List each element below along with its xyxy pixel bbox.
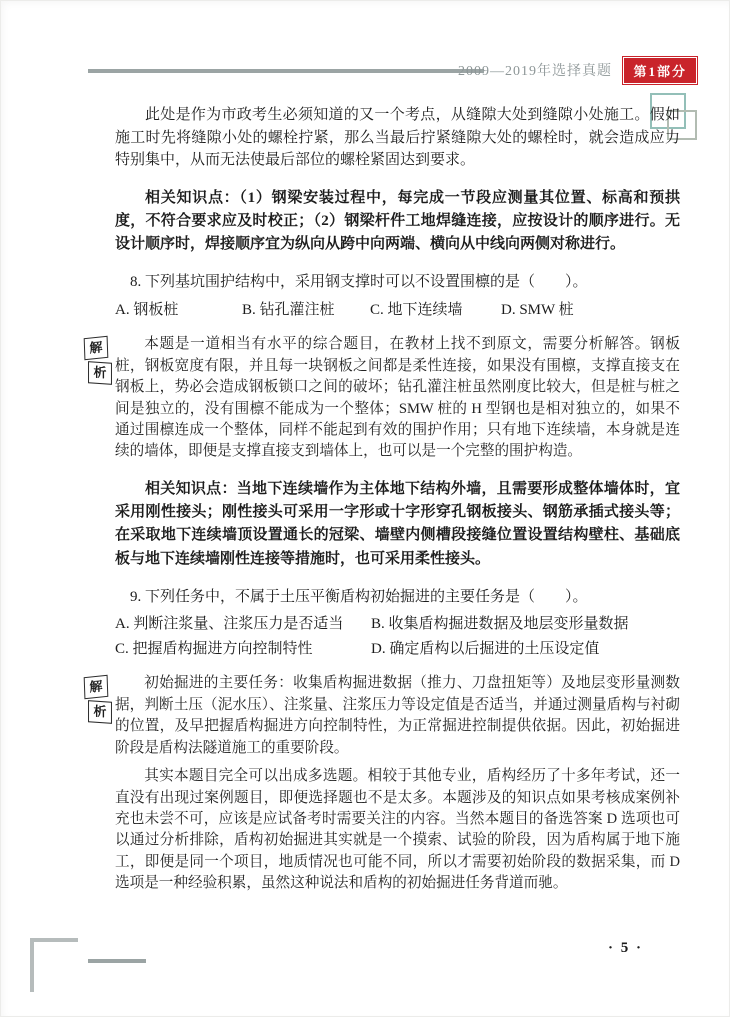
analysis-text-q9-p2: 其实本题目完全可以出成多选题。相较于其他专业，盾构经历了十多年考试，还一直没有出现过案例题目，即便选择题也不是太多。本题涉及的知识点如果考核成案例补充也未尝不可，应该是应试备考时需要关注的内容。当然本题目的备选答案 D 选项也可以通过分析排除，盾构初始掘进其实就是一个摸索、试验的阶段，因为盾构属于地下施工，即便是同一个项目，地质情况也可能不同，所以才需要初始阶段的数据采集，而 D 选项是一种经验积累，虽然这种说法和盾构的初始掘进任务背道而驰。 bbox=[115, 768, 680, 892]
analysis-marker bbox=[84, 337, 112, 384]
option-b: B. 收集盾构掘进数据及地层变形量数据 bbox=[371, 616, 629, 633]
analysis-marker-jie: 解 bbox=[84, 336, 109, 361]
question-8-stem: 8. 下列基坑围护结构中，采用钢支撑时可以不设置围檩的是（ ）。 bbox=[130, 274, 588, 291]
option-a: A. 判断注浆量、注浆压力是否适当 bbox=[115, 616, 344, 633]
option-d: D. SMW 桩 bbox=[501, 301, 574, 318]
knowledge-point-1 bbox=[115, 187, 680, 257]
corner-ornament-bottom-left bbox=[30, 938, 78, 992]
page-content bbox=[89, 104, 680, 909]
analysis-block-q8 bbox=[89, 334, 680, 463]
part-badge: 第1部分 bbox=[623, 57, 697, 84]
analysis-marker-jie: 解 bbox=[84, 675, 109, 700]
knowledge-point-2 bbox=[115, 478, 680, 571]
option-d: D. 确定盾构以后掘进的土压设定值 bbox=[371, 640, 600, 657]
analysis-marker-xi: 析 bbox=[88, 361, 112, 385]
option-b: B. 钻孔灌注桩 bbox=[242, 301, 335, 318]
analysis-marker bbox=[84, 676, 112, 723]
knowledge-point-label: 相关知识点： bbox=[145, 480, 237, 497]
option-c: C. 地下连续墙 bbox=[370, 301, 463, 318]
footer-rule bbox=[88, 959, 146, 963]
analysis-text-q9-p1: 初始掘进的主要任务：收集盾构掘进数据（推力、刀盘扭矩等）及地层变形量测数据，判断土压（泥水压）、注浆量、注浆压力等设定值是否适当，并通过测量盾构与衬砌的位置，及早把握盾构掘进方向控制特性，为正常掘进控制提供依据。因此，初始掘进阶段是盾构法隧道施工的重要阶段。 bbox=[115, 675, 680, 756]
header-rule bbox=[88, 69, 484, 73]
question-9-options bbox=[115, 613, 680, 660]
analysis-text-q8: 本题是一道相当有水平的综合题目，在教材上找不到原文，需要分析解答。钢板桩，钢板宽度有限，并且每一块钢板之间都是柔性连接，如果没有围檩，支撑直接支在钢板上，势必会造成钢板锁口之间的破坏；钻孔灌注桩虽然刚度比较大，但是桩与桩之间是独立的，没有围檩不能成为一个整体；SMW 桩的 H 型钢也是相对独立的，如果不通过围檩连成一个整体，同样不能起到有效的围护作用；只有地下连续墙，本身就是连续的墙体，即便是支撑直接支到墙体上，也可以是一个完整的围护构造。 bbox=[115, 336, 680, 460]
analysis-marker-xi: 析 bbox=[88, 701, 112, 725]
option-a: A. 钢板桩 bbox=[115, 301, 179, 318]
header-title: 2009—2019年选择真题 bbox=[458, 64, 612, 79]
knowledge-point-label: 相关知识点： bbox=[145, 189, 240, 206]
question-9-stem: 9. 下列任务中，不属于土压平衡盾构初始掘进的主要任务是（ ）。 bbox=[130, 588, 588, 605]
knowledge-point-text: （1）钢梁安装过程中，每完成一节段应测量其位置、标高和预拱度，不符合要求应及时校正；（2）钢梁杆件工地焊缝连接，应按设计的顺序进行。无设计顺序时，焊接顺序宜为纵向从跨中向两端、横向从中线向两侧对称进行。 bbox=[115, 189, 680, 252]
analysis-block-q9 bbox=[89, 673, 680, 894]
option-c: C. 把握盾构掘进方向控制特性 bbox=[115, 640, 313, 657]
question-8-options bbox=[115, 299, 680, 322]
page-number: · 5 · bbox=[607, 940, 643, 956]
intro-paragraph: 此处是作为市政考生必须知道的又一个考点，从缝隙大处到缝隙小处施工。假如施工时先将缝隙小处的螺栓拧紧，那么当最后拧紧缝隙大处的螺栓时，就会造成应力特别集中，从而无法使最后部位的螺栓紧固达到要求。 bbox=[115, 107, 680, 168]
knowledge-point-text: 当地下连续墙作为主体地下结构外墙，且需要形成整体墙体时，宜采用刚性接头；刚性接头可采用一字形或十字形穿孔钢板接头、钢筋承插式接头等；在采取地下连续墙顶设置通长的冠梁、墙壁内侧槽段接缝位置设置结构壁柱、基础底板与地下连续墙刚性连接等措施时，也可采用柔性接头。 bbox=[115, 480, 680, 567]
